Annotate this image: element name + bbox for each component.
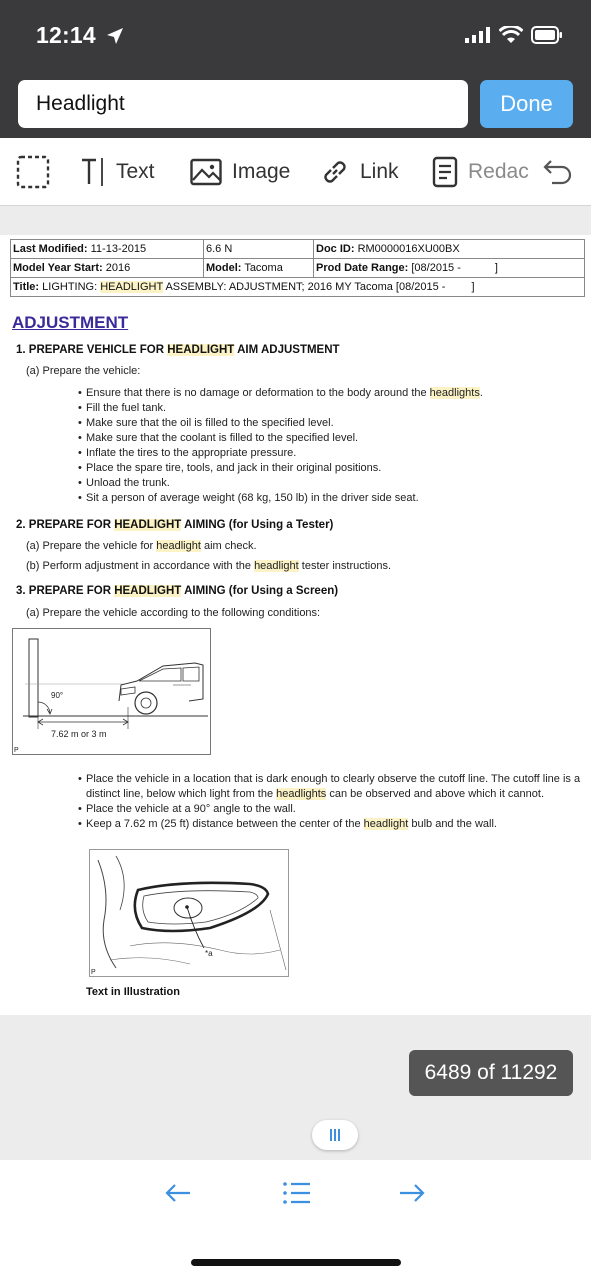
thumbnail-handle[interactable] — [312, 1120, 358, 1150]
meta-cell-title: Title: LIGHTING: HEADLIGHT ASSEMBLY: ADJUSTMENT; 2016 MY Tacoma [08/2015 - ] — [11, 278, 585, 297]
step-2a-text: (a) Prepare the vehicle for headlight aim check. — [26, 540, 257, 552]
vehicle-distance-illustration — [12, 628, 211, 755]
search-field[interactable] — [18, 80, 468, 128]
list-item: • Sit a person of average weight (68 kg, 150 lb) in the driver side seat. — [78, 491, 483, 506]
distance-label: 7.62 m or 3 m — [51, 729, 107, 739]
search-input[interactable] — [18, 80, 468, 128]
list-item: • Ensure that there is no damage or deformation to the body around the headlights. — [78, 386, 483, 401]
select-tool-button[interactable] — [16, 138, 50, 206]
headlight-diagram — [90, 850, 288, 976]
meta-cell-model: Model: Tacoma — [204, 259, 314, 278]
list-item: • Fill the fuel tank. — [78, 401, 483, 416]
edit-toolbar — [0, 138, 591, 206]
step-1a-text: (a) Prepare the vehicle: — [26, 365, 141, 377]
meta-cell-version: 6.6 N — [204, 240, 314, 259]
meta-row — [11, 278, 585, 297]
previous-page-button[interactable] — [158, 1176, 198, 1210]
step-1-heading: 1. PREPARE VEHICLE FOR HEADLIGHT AIM ADJUSTMENT — [16, 344, 340, 356]
status-time — [36, 22, 124, 49]
redact-tool-label: Redac — [468, 160, 529, 183]
image-icon — [190, 158, 222, 186]
home-indicator[interactable] — [191, 1259, 401, 1266]
page-counter-badge: 6489 of 11292 — [409, 1050, 573, 1096]
meta-row — [11, 259, 585, 278]
meta-cell-prod-date: Prod Date Range: [08/2015 - ] — [314, 259, 585, 278]
step-2b-text: (b) Perform adjustment in accordance with the headlight tester instructions. — [26, 560, 392, 572]
top-bar — [0, 0, 591, 138]
undo-icon — [542, 158, 574, 186]
list-item: • Make sure that the oil is filled to the specified level. — [78, 416, 483, 431]
link-tool-button[interactable] — [320, 138, 399, 206]
next-page-button[interactable] — [392, 1176, 432, 1210]
text-cursor-icon — [80, 157, 106, 187]
step-3a-text: (a) Prepare the vehicle according to the following conditions: — [26, 607, 321, 619]
link-tool-label: Link — [360, 160, 399, 183]
vehicle-distance-diagram — [13, 629, 210, 754]
cellular-signal-icon — [465, 27, 491, 43]
undo-button[interactable] — [534, 138, 591, 206]
label-a: *a — [205, 949, 213, 958]
meta-cell-model-year: Model Year Start: 2016 — [11, 259, 204, 278]
meta-cell-doc-id: Doc ID: RM0000016XU00BX — [314, 240, 585, 259]
image-tool-button[interactable] — [190, 138, 290, 206]
redact-tool-button[interactable] — [432, 138, 529, 206]
step-3-heading: 3. PREPARE FOR HEADLIGHT AIMING (for Using a Screen) — [16, 585, 339, 597]
list-icon — [281, 1181, 311, 1205]
arrow-right-icon — [398, 1182, 426, 1204]
document-redact-icon — [432, 156, 458, 188]
list-item: • Place the spare tire, tools, and jack in their original positions. — [78, 461, 483, 476]
document-meta-table — [10, 239, 585, 297]
list-item: • Place the vehicle in a location that is dark enough to clearly observe the cutoff line. The cutoff line is a distinct line, below which light from the headlights can be observed and above which it cannot. — [78, 772, 584, 802]
meta-cell-last-modified: Last Modified: 11-13-2015 — [11, 240, 204, 259]
selection-box-icon — [16, 155, 50, 189]
grip-icon — [328, 1128, 342, 1142]
section-heading-adjustment[interactable]: ADJUSTMENT — [12, 313, 129, 332]
wifi-icon — [499, 26, 523, 44]
angle-label: 90° — [51, 691, 64, 700]
list-item: • Inflate the tires to the appropriate pressure. — [78, 446, 483, 461]
figure-corner-label: P — [91, 969, 96, 976]
illustration-caption: Text in Illustration — [86, 986, 180, 998]
image-tool-label: Image — [232, 160, 291, 183]
battery-icon — [531, 26, 563, 44]
list-item: • Make sure that the coolant is filled to the specified level. — [78, 431, 483, 446]
list-item: • Keep a 7.62 m (25 ft) distance between the center of the headlight bulb and the wall. — [78, 817, 584, 832]
status-icons — [465, 26, 563, 44]
text-tool-button[interactable] — [80, 138, 155, 206]
outline-list-button[interactable] — [276, 1176, 316, 1210]
step-1-bullet-list — [78, 386, 483, 506]
text-tool-label: Text — [116, 160, 155, 183]
link-icon — [320, 157, 350, 187]
document-page — [0, 235, 591, 1015]
list-item: • Place the vehicle at a 90° angle to the wall. — [78, 802, 584, 817]
meta-row — [11, 240, 585, 259]
status-time-text: 12:14 — [36, 22, 96, 48]
step-3-bullet-list — [78, 772, 584, 832]
step-2-heading: 2. PREPARE FOR HEADLIGHT AIMING (for Using a Tester) — [16, 519, 334, 531]
arrow-left-icon — [164, 1182, 192, 1204]
location-arrow-icon — [106, 27, 124, 45]
headlight-bulb-illustration — [89, 849, 289, 977]
figure-corner-label: P — [14, 747, 19, 754]
list-item: • Unload the trunk. — [78, 476, 483, 491]
done-button[interactable]: Done — [480, 80, 573, 128]
